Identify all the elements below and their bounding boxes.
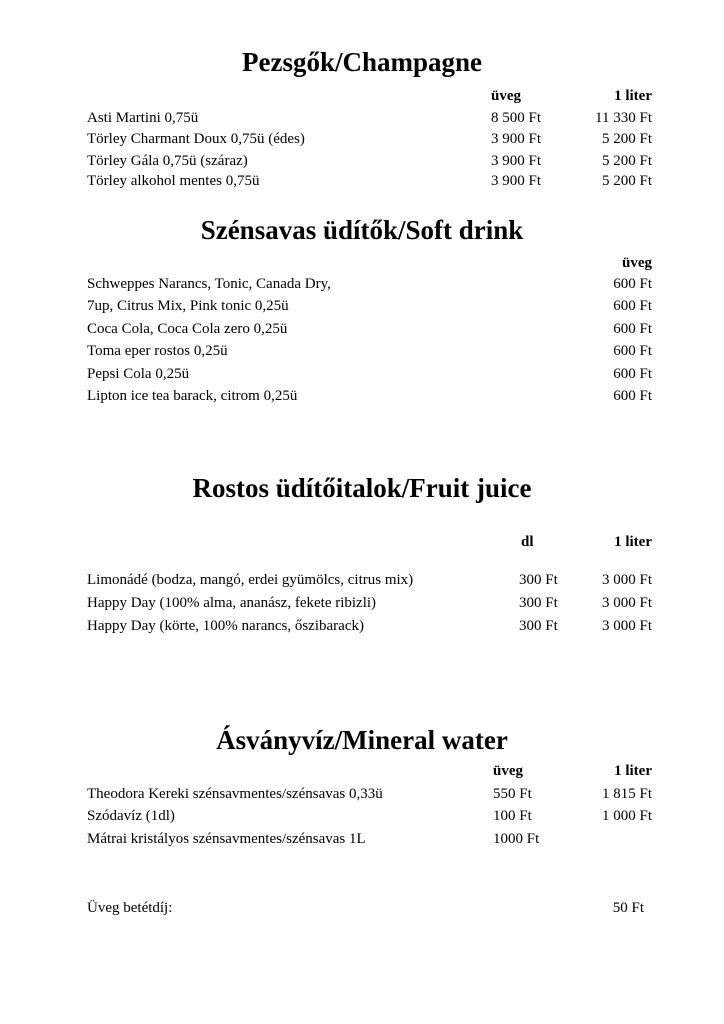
fruit-juice-item-dl-price: 300 Ft — [519, 572, 558, 588]
champagne-item-name: Asti Martini 0,75ü — [87, 110, 199, 126]
champagne-item-bottle-price: 3 900 Ft — [491, 131, 542, 147]
champagne-item-name: Törley Charmant Doux 0,75ü (édes) — [87, 131, 305, 147]
mineral-water-item-liter-price: 1 815 Ft — [601, 786, 652, 802]
mineral-water-col-liter-header: 1 liter — [614, 763, 652, 779]
soft-drink-item-price: 600 Ft — [613, 276, 652, 292]
soft-drink-item-price: 600 Ft — [613, 366, 652, 382]
fruit-juice-item-name: Happy Day (100% alma, ananász, fekete ribizli) — [87, 595, 377, 611]
champagne-item-liter-price: 5 200 Ft — [601, 131, 652, 147]
bottle-deposit-price: 50 Ft — [612, 900, 644, 916]
champagne-item-liter-price: 5 200 Ft — [601, 173, 652, 189]
soft-drink-col-bottle-header: üveg — [622, 255, 652, 271]
champagne-item-liter-price: 11 330 Ft — [595, 110, 652, 126]
fruit-juice-item-dl-price: 300 Ft — [519, 618, 558, 634]
champagne-col-bottle-header: üveg — [491, 88, 521, 104]
mineral-water-item-bottle-price: 550 Ft — [493, 786, 532, 802]
soft-drink-item-price: 600 Ft — [613, 298, 652, 314]
mineral-water-col-bottle-header: üveg — [493, 763, 523, 779]
fruit-juice-heading: Rostos üdítőitalok/Fruit juice — [192, 473, 532, 503]
mineral-water-item-liter-price: 1 000 Ft — [601, 808, 652, 824]
fruit-juice-item-name: Limonádé (bodza, mangó, erdei gyümölcs, citrus mix) — [87, 572, 414, 588]
champagne-col-liter-header: 1 liter — [614, 88, 652, 104]
champagne-heading: Pezsgők/Champagne — [241, 47, 482, 77]
fruit-juice-item-liter-price: 3 000 Ft — [601, 595, 652, 611]
champagne-item-bottle-price: 3 900 Ft — [491, 153, 542, 169]
fruit-juice-item-dl-price: 300 Ft — [519, 595, 558, 611]
mineral-water-item-bottle-price: 100 Ft — [493, 808, 532, 824]
fruit-juice-item-liter-price: 3 000 Ft — [601, 618, 652, 634]
champagne-item-bottle-price: 3 900 Ft — [491, 173, 542, 189]
soft-drink-item-price: 600 Ft — [613, 321, 652, 337]
fruit-juice-col-liter-header: 1 liter — [614, 534, 652, 550]
champagne-item-name: Törley Gála 0,75ü (száraz) — [87, 153, 248, 169]
champagne-item-bottle-price: 8 500 Ft — [491, 110, 542, 126]
soft-drink-item-name: Schweppes Narancs, Tonic, Canada Dry, — [87, 276, 331, 292]
mineral-water-item-bottle-price: 1000 Ft — [493, 831, 540, 847]
soft-drink-heading: Szénsavas üdítők/Soft drink — [200, 215, 524, 245]
champagne-item-liter-price: 5 200 Ft — [601, 153, 652, 169]
soft-drink-item-name: Coca Cola, Coca Cola zero 0,25ü — [87, 321, 288, 337]
champagne-item-name: Törley alkohol mentes 0,75ü — [87, 173, 260, 189]
mineral-water-item-name: Mátrai kristályos szénsavmentes/szénsavas 1L — [87, 831, 366, 847]
fruit-juice-item-name: Happy Day (körte, 100% narancs, őszibarack) — [87, 618, 364, 634]
soft-drink-item-name: Lipton ice tea barack, citrom 0,25ü — [87, 388, 298, 404]
fruit-juice-col-dl-header: dl — [521, 534, 534, 550]
mineral-water-item-name: Theodora Kereki szénsavmentes/szénsavas 0,33ü — [87, 786, 383, 802]
fruit-juice-item-liter-price: 3 000 Ft — [601, 572, 652, 588]
soft-drink-item-name: Pepsi Cola 0,25ü — [87, 366, 190, 382]
bottle-deposit-label: Üveg betétdíj: — [87, 900, 173, 916]
mineral-water-item-name: Szódavíz (1dl) — [87, 808, 175, 824]
soft-drink-item-price: 600 Ft — [613, 388, 652, 404]
soft-drink-item-price: 600 Ft — [613, 343, 652, 359]
mineral-water-heading: Ásványvíz/Mineral water — [216, 725, 508, 755]
soft-drink-item-name: 7up, Citrus Mix, Pink tonic 0,25ü — [87, 298, 289, 314]
soft-drink-item-name: Toma eper rostos 0,25ü — [87, 343, 228, 359]
